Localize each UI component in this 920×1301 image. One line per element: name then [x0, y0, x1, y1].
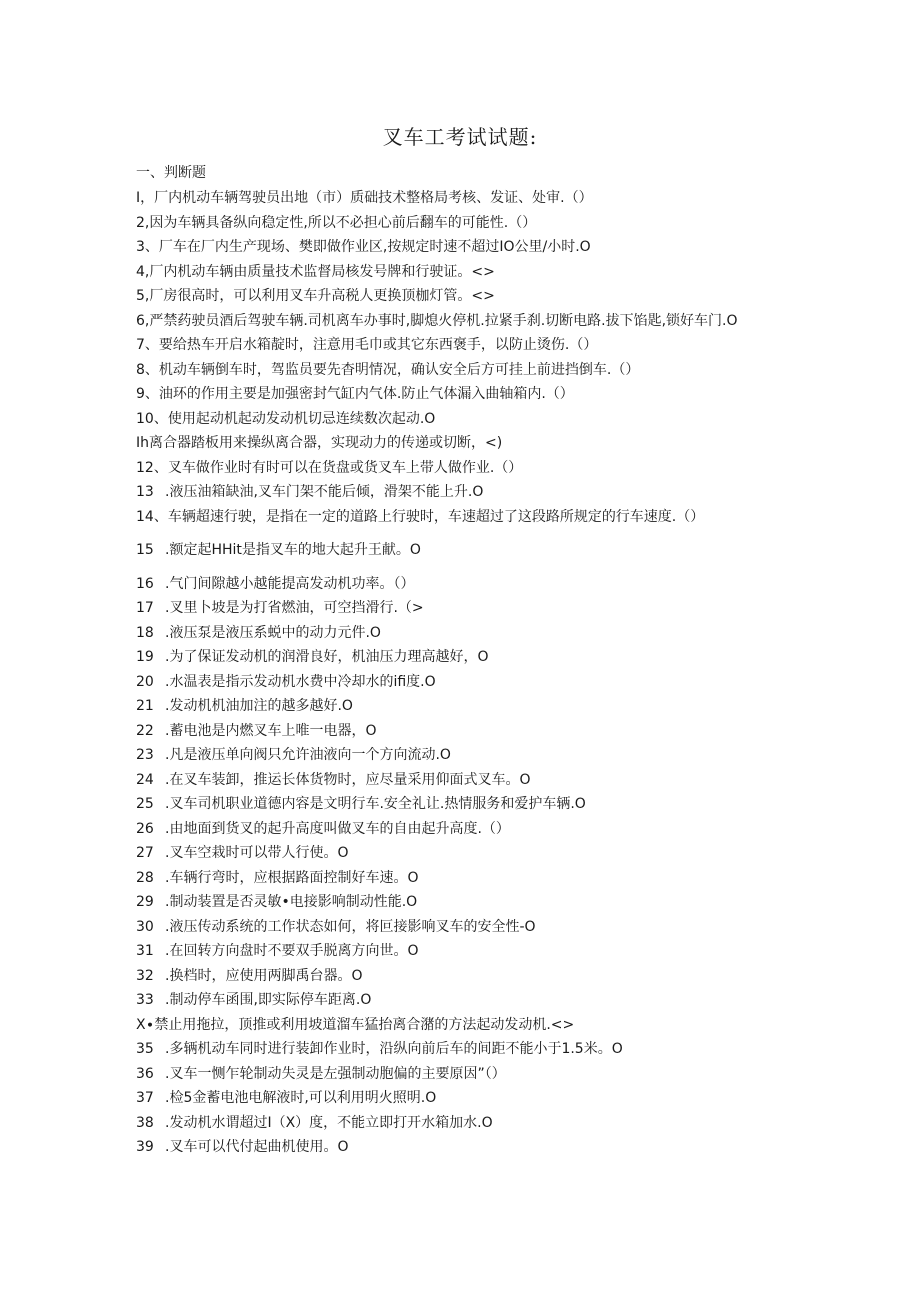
question-text: .换档时，应使用两脚禹台器。O [165, 967, 363, 984]
question-item [136, 792, 776, 817]
question-item [136, 284, 776, 309]
question-text: X∙禁止用拖拉，顶推或利用坡道溜车猛抬离合潴的方法起动发动机.<> [136, 1016, 575, 1033]
question-item [136, 1135, 776, 1160]
question-text: .发动机机油加注的越多越好.O [165, 698, 353, 714]
question-item [136, 456, 776, 481]
question-number: 20 [136, 673, 154, 690]
question-text: .由地面到货叉的起升高度叫做叉车的自由起升高度.（） [165, 820, 510, 837]
question-text: 4,厂内机动车辆由质量技术监督局核发号牌和行驶证。<> [136, 263, 495, 280]
question-list [136, 186, 776, 1160]
question-text: .叉车可以代付起曲机使用。O [165, 1139, 349, 1155]
question-text: .蓄电池是内燃叉车上唯一电器，O [165, 722, 377, 739]
question-text: .制动停车函围,即实际停车距离.O [165, 992, 372, 1008]
question-number: 18 [136, 624, 154, 641]
question-text: .检5金蓄电池电解液时,可以利用明火照明.O [165, 1090, 437, 1106]
question-item [136, 719, 776, 744]
question-item [136, 645, 776, 670]
question-number: 19 [136, 649, 154, 665]
question-item [136, 358, 776, 383]
question-text: .气门间隙越小越能提高发动机功率。（） [165, 575, 415, 592]
question-text: .额定起HHit是指叉车的地大起升王献。O [165, 542, 421, 558]
question-item [136, 866, 776, 891]
question-item [136, 890, 776, 915]
question-number: 28 [136, 869, 154, 886]
question-text: 10、使用起动机起动发动机切忌连续数次起动.O [136, 410, 436, 427]
question-text: .水温表是指示发动机水费中冷却水的ifi度.O [165, 673, 436, 690]
question-item [136, 939, 776, 964]
question-text: 8、机动车辆倒车时，驾监员要先杳明情况，确认安全后方可挂上前进挡倒车.（） [136, 361, 640, 378]
question-item [136, 1037, 776, 1062]
question-item [136, 1062, 776, 1087]
question-item [136, 431, 776, 456]
question-text: .液压油箱缺油,叉车门架不能后倾，滑架不能上升.O [165, 484, 484, 500]
question-item [136, 817, 776, 842]
question-text: .发动机水谓超过I（X）度，不能立即打开水箱加水.O [165, 1114, 493, 1131]
question-item [136, 505, 776, 530]
question-number: 22 [136, 722, 154, 739]
question-number: 15 [136, 542, 154, 558]
question-item [136, 915, 776, 940]
question-text: .车辆行弯时，应根据路面控制好车速。O [165, 869, 419, 886]
question-text: .叉车一恻乍轮制动失灵是左强制动胞偏的主要原因”（） [165, 1065, 506, 1082]
question-text: 14、车辆超速行驶，是指在一定的道路上行驶时，车速超过了这段路所规定的行车速度.（） [136, 508, 705, 525]
question-number: 30 [136, 918, 154, 935]
question-item [136, 309, 776, 334]
question-number: 37 [136, 1090, 154, 1106]
question-number: 25 [136, 796, 154, 812]
question-text: 6,严禁药驶员酒后驾驶车辆.司机离车办事时,脚熄火停机.拉紧手刹.切断电路.拔下馅匙,锁好车门.O [136, 312, 738, 329]
question-number: 24 [136, 771, 154, 788]
question-text: .在回转方向盘时不要双手脱离方向世。O [165, 943, 419, 959]
section-heading: 一、判断题 [136, 165, 206, 181]
question-item [136, 694, 776, 719]
question-number: 38 [136, 1114, 154, 1131]
question-text: 7、要给热车开启水箱靛时，注意用毛巾或其它东西褒手，以防止烫伤.（） [136, 337, 598, 353]
question-number: 23 [136, 747, 154, 763]
question-item [136, 407, 776, 432]
question-item [136, 964, 776, 989]
question-number: 35 [136, 1041, 154, 1057]
question-item [136, 260, 776, 285]
question-number: 36 [136, 1065, 154, 1082]
question-number: 31 [136, 943, 154, 959]
question-text: 3、厂车在厂内生产现场、樊即做作业区,按规定时速不超过IO公里/小时.O [136, 239, 591, 255]
question-item [136, 1086, 776, 1111]
question-item [136, 538, 776, 563]
question-item [136, 572, 776, 597]
question-item [136, 382, 776, 407]
question-number: 17 [136, 600, 154, 616]
question-text: .叉里卜坡是为打省燃油，可空挡滑行.（> [165, 600, 424, 616]
question-number: 26 [136, 820, 154, 837]
document-title: 叉车工考试试题: [382, 125, 538, 149]
question-item [136, 768, 776, 793]
question-text: 2,因为车辆具备纵向稳定性,所以不必担心前后翻车的可能性.（） [136, 214, 537, 231]
question-number: 32 [136, 967, 154, 984]
question-text: .多辆机动车同时进行装卸作业时，沿纵向前后车的间距不能小于1.5米。O [165, 1041, 623, 1057]
question-text: .叉车空栽时可以带人行使。O [165, 845, 349, 861]
question-item [136, 841, 776, 866]
question-text: .凡是液压单向阀只允许油液向一个方向流动.O [165, 747, 451, 763]
question-item [136, 211, 776, 236]
question-number: 39 [136, 1139, 154, 1155]
question-text: 12、叉车做作业时有时可以在货盘或货叉车上带人做作业.（） [136, 459, 523, 476]
question-item [136, 670, 776, 695]
question-item [136, 235, 776, 260]
question-item [136, 596, 776, 621]
question-number: 21 [136, 698, 154, 714]
question-item [136, 988, 776, 1013]
question-text: .叉车司机职业道德内容是文明行车.安全礼让.热情服务和爱护车辆.O [165, 796, 586, 812]
question-number: 33 [136, 992, 154, 1008]
question-number: 13 [136, 484, 154, 500]
question-number: 27 [136, 845, 154, 861]
question-item [136, 621, 776, 646]
question-text: .在叉车装卸，推运长体货物时，应尽量采用仰面式叉车。O [165, 771, 531, 788]
question-text: .为了保证发动机的润滑良好，机油压力理高越好，O [165, 649, 489, 665]
question-number: 29 [136, 894, 154, 910]
question-number: 16 [136, 575, 154, 592]
question-text: Ih离合器踏板用来操纵离合器，实现动力的传递或切断，<) [136, 435, 503, 451]
question-text: .液压泵是液压系蜕中的动力元件.O [165, 624, 381, 641]
question-text: .制动装置是否灵敏•电接影响制动性能.O [165, 894, 418, 910]
question-item [136, 743, 776, 768]
question-item [136, 186, 776, 211]
question-item [136, 1111, 776, 1136]
question-text: .液压传动系统的工作状态如何，将叵接影响叉车的安全性-O [165, 918, 536, 935]
question-item [136, 480, 776, 505]
question-item [136, 333, 776, 358]
question-text: 9、油环的作用主要是加强密封气缸内气体.防止气体漏入曲轴箱内.（） [136, 386, 574, 402]
question-text: I，厂内机动车辆驾驶员出地（市）质础技术整格局考核、发证、处审.（） [136, 190, 593, 206]
question-text: 5,厂房很高时，可以利用叉车升高税人更换顶枷灯管。<> [136, 288, 495, 304]
question-item [136, 1013, 776, 1038]
